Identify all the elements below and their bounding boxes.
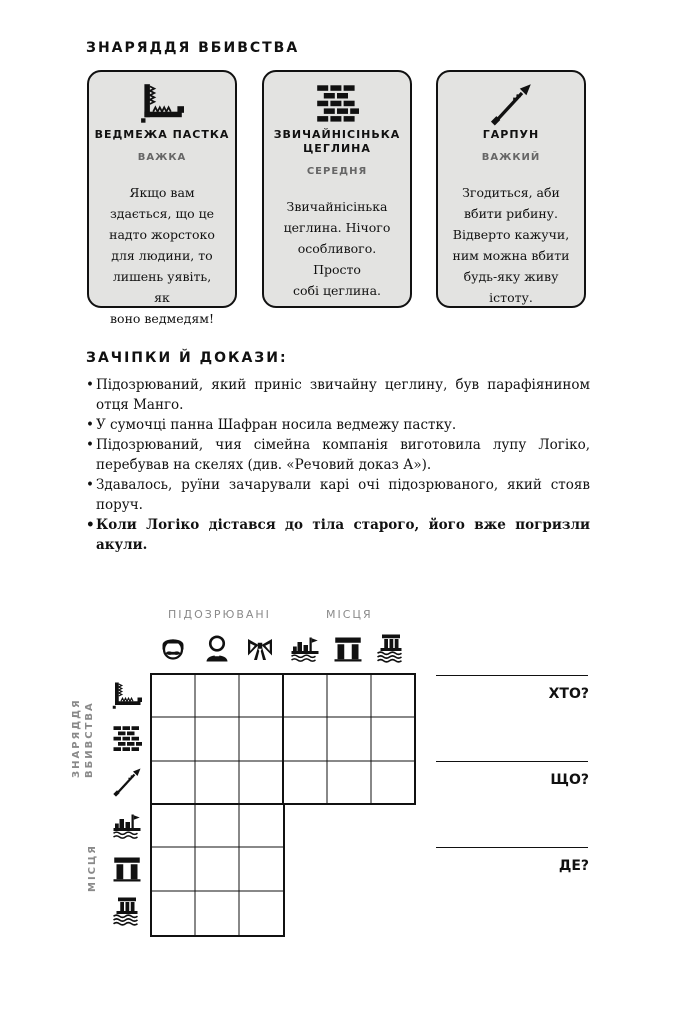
weapon-card-title: ГАРПУН	[482, 128, 540, 141]
brick-icon	[315, 82, 359, 126]
weapon-card-brick	[262, 70, 412, 308]
brick-icon	[112, 724, 142, 754]
row-label-line: ЗНАРЯДДЯ	[71, 698, 82, 778]
where-label: ДЕ?	[558, 858, 589, 874]
weapon-card-bear-trap	[87, 70, 237, 326]
who-label: ХТО?	[548, 686, 589, 702]
clue-item: • Підозрюваний, який приніс звичайну цеглину, був парафіянином отця Манго.	[86, 375, 590, 415]
description-line: собі цеглина.	[292, 283, 382, 298]
weapon-card-harpoon	[436, 70, 586, 308]
harbor-icon	[290, 633, 320, 663]
description-line: для людини, то	[111, 248, 213, 263]
description-line: Звичайнісінька	[286, 199, 388, 214]
title-line: ЦЕГЛИНА	[303, 142, 371, 155]
suspects-column-label: ПІДОЗРЮВАНІ	[168, 608, 271, 621]
description-line: лишень уявіть, як	[112, 269, 212, 305]
clues-heading: ЗАЧІПКИ Й ДОКАЗИ:	[86, 350, 288, 366]
weapon-card-description	[103, 182, 221, 329]
mustache-man-icon	[158, 633, 188, 663]
harpoon-icon	[489, 82, 533, 126]
weapons-row-label	[70, 698, 96, 778]
weapon-card-title	[264, 128, 410, 156]
answer-line	[436, 847, 588, 848]
description-line: Якщо вам	[129, 185, 195, 200]
description-line: надто жорстоко	[109, 227, 215, 242]
bear-trap-icon	[112, 681, 142, 711]
ruins-icon	[112, 853, 142, 883]
ruins-icon	[333, 633, 363, 663]
clue-item: • Коли Логіко дістався до тіла старого, його вже погризли акули.	[86, 515, 590, 555]
weapon-card-description	[278, 196, 396, 301]
harpoon-icon	[112, 767, 142, 797]
row-label-line: ВБИВСТВА	[84, 701, 95, 778]
weapon-card-level: ВАЖКИЙ	[481, 152, 541, 163]
clue-item: • Здавалось, руїни зачарували карі очі підозрюваного, який стояв поруч.	[86, 475, 590, 515]
logic-grid	[150, 673, 416, 937]
weapon-card-title: ВЕДМЕЖА ПАСТКА	[94, 128, 230, 141]
description-line: Відверто кажучи,	[452, 227, 570, 242]
bow-lady-icon	[245, 633, 275, 663]
harbor-icon	[112, 810, 142, 840]
clues-list	[86, 375, 590, 555]
description-line: воно ведмедям!	[110, 311, 214, 326]
description-line: будь-яку живу	[463, 269, 559, 284]
description-line: здається, що це	[109, 206, 215, 221]
cliff-tower-icon	[376, 633, 406, 663]
description-line: цеглина. Нічого	[283, 220, 391, 235]
weapon-card-level: СЕРЕДНЯ	[306, 166, 368, 177]
clue-item: • У сумочці панна Шафран носила ведмежу пастку.	[86, 415, 590, 435]
title-line: ЗВИЧАЙНІСІНЬКА	[273, 128, 401, 141]
places-column-label: МІСЦЯ	[326, 608, 373, 621]
priest-icon	[202, 633, 232, 663]
description-line: ним можна вбити	[452, 248, 570, 263]
places-row-label: МІСЦЯ	[87, 844, 98, 892]
description-line: істоту.	[489, 290, 533, 305]
answer-line	[436, 761, 588, 762]
weapon-card-description	[452, 182, 570, 308]
bear-trap-icon	[140, 82, 184, 126]
weapons-heading: ЗНАРЯДДЯ ВБИВСТВА	[86, 40, 300, 56]
description-line: вбити рибину.	[464, 206, 558, 221]
cliff-tower-icon	[112, 896, 142, 926]
description-line: Згодиться, аби	[462, 185, 560, 200]
clue-item: • Підозрюваний, чия сімейна компанія виготовила лупу Логіко, перебував на скелях (див. «Речовий доказ А»).	[86, 435, 590, 475]
weapon-card-level: ВАЖКА	[137, 152, 187, 163]
description-line: особливого. Просто	[297, 241, 377, 277]
answer-line	[436, 675, 588, 676]
what-label: ЩО?	[550, 772, 589, 788]
